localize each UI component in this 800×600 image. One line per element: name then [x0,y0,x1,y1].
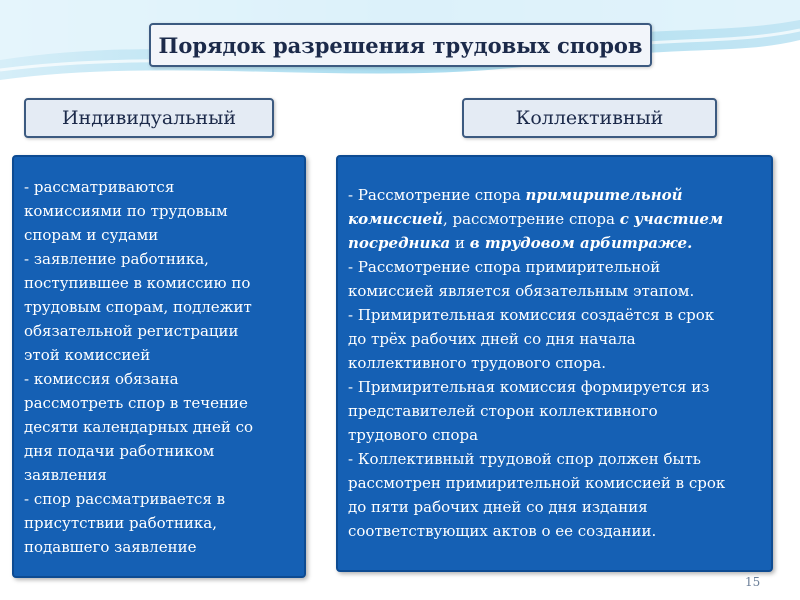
slide-title: Порядок разрешения трудовых споров [149,23,652,67]
page-number: 15 [745,575,761,589]
heading-collective: Коллективный [462,98,717,138]
text-line: - Рассмотрение спора примирительной [348,258,661,276]
text-line: - Примирительная комиссия создаётся в срок [348,306,715,324]
text-line: спорам и судами [24,226,159,244]
text-line: до пяти рабочих дней со дня издания [348,498,648,516]
text-line: поступившее в комиссию по [24,274,251,292]
text-line: - рассматриваются [24,178,175,196]
text-line [348,183,761,207]
text-line: до трёх рабочих дней со дня начала [348,330,636,348]
text-line: комиссиями по трудовым [24,202,228,220]
text-line: - заявление работника, [24,250,209,268]
text-line: подавшего заявление [24,538,197,556]
text-line: - спор рассматривается в [24,490,226,508]
text-emphasis: с участием [619,210,724,228]
panel-individual [12,155,306,578]
text-plain: , рассмотрение спора [442,210,620,228]
text-line: - Примирительная комиссия формируется из [348,378,710,396]
text-line: - комиссия обязана [24,370,179,388]
text-emphasis: комиссией [348,210,443,228]
text-line: представителей сторон коллективного [348,402,658,420]
text-line [348,207,761,231]
text-line: десяти календарных дней со [24,418,254,436]
text-line: заявления [24,466,107,484]
text-line: - Коллективный трудовой спор должен быть [348,450,701,468]
text-emphasis: в трудовом арбитраже. [469,234,693,252]
text-line [348,231,761,255]
text-line: рассмотрен примирительной комиссией в срок [348,474,726,492]
text-line: коллективного трудового спора. [348,354,607,372]
text-line: комиссией является обязательным этапом. [348,282,695,300]
text-line: обязательной регистрации [24,322,239,340]
text-line: дня подачи работником [24,442,215,460]
text-plain: и [450,234,470,252]
text-line: присутствии работника, [24,514,218,532]
text-line: этой комиссией [24,346,151,364]
text-line: рассмотреть спор в течение [24,394,248,412]
text-line: трудового спора [348,426,479,444]
panel-collective [336,155,773,572]
text-emphasis: посредника [348,234,451,252]
heading-individual: Индивидуальный [24,98,274,138]
text-plain: - Рассмотрение спора [348,186,526,204]
text-line: трудовым спорам, подлежит [24,298,252,316]
text-line: соответствующих актов о ее создании. [348,522,657,540]
text-emphasis: примирительной [525,186,683,204]
